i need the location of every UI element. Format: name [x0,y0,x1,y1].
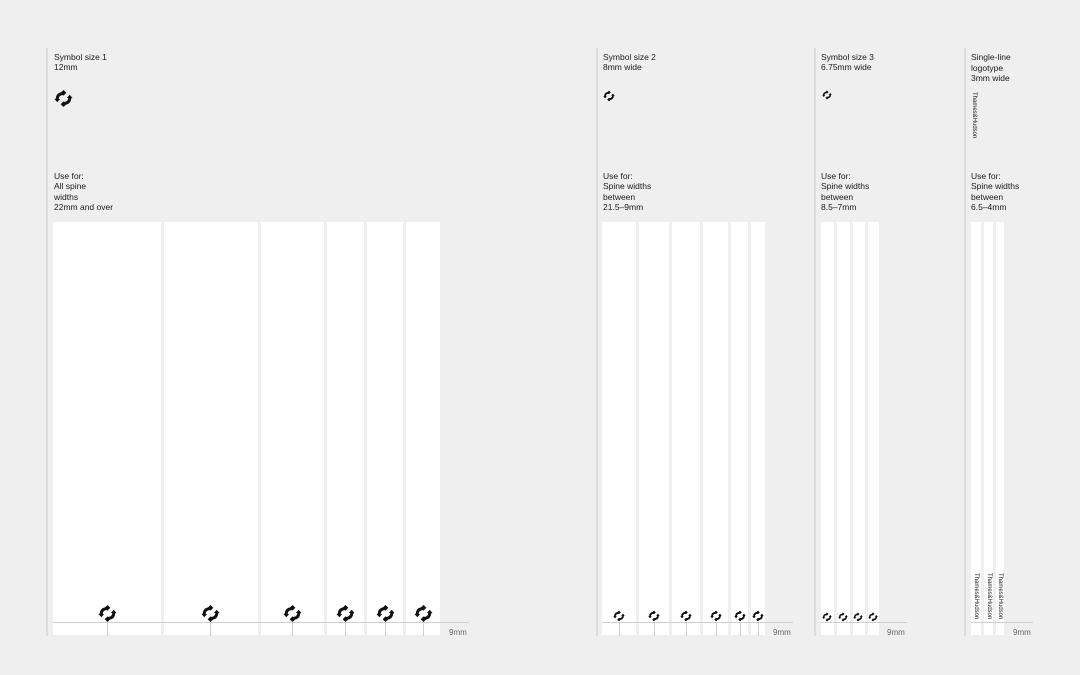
section-2-rule [596,48,598,636]
logotype-on-spine: Thames&Hudson [997,573,1003,620]
center-tick [686,622,687,636]
center-tick [423,622,424,636]
symbol-icon [822,90,832,100]
section-1-size: 12mm [54,62,78,72]
spine [868,222,879,635]
center-tick [385,622,386,636]
spine [703,222,728,635]
symbol-icon [54,89,73,108]
spine [731,222,748,635]
symbol-icon [603,90,615,102]
symbol-icon [613,610,625,622]
section-4-use-for: Use for: [971,171,1001,181]
center-tick [107,622,108,636]
section-3-use-for: Use for: [821,171,851,181]
section-2-size: 8mm wide [603,62,642,72]
section-1-use-for: Use for: [54,171,84,181]
center-tick [758,622,759,636]
spine [327,222,364,635]
section-4-baseline [971,622,1033,623]
symbol-icon [822,612,832,622]
section-2-title: Symbol size 2 [603,52,656,62]
section-2-use-for: Use for: [603,171,633,181]
logotype-on-spine: Thames&Hudson [986,573,992,620]
section-4-use-desc: Spine widths between 6.5–4mm [971,181,1020,212]
symbol-icon [734,610,746,622]
section-3-use-desc: Spine widths between 8.5–7mm [821,181,870,212]
section-4-size: 3mm wide [971,73,1010,83]
spine [639,222,669,635]
spine [164,222,258,635]
section-1-rule [46,48,48,636]
spine [367,222,403,635]
section-3-rule [814,48,816,636]
spine [751,222,765,635]
symbol-icon [752,610,764,622]
spine [853,222,865,635]
symbol-icon [710,610,722,622]
section-3-scale-label: 9mm [887,628,905,637]
center-tick [740,622,741,636]
spine [602,222,636,635]
symbol-icon [98,604,117,623]
section-3-baseline [821,622,907,623]
section-3-size: 6.75mm wide [821,62,872,72]
center-tick [654,622,655,636]
section-2-baseline [602,622,793,623]
spine [672,222,700,635]
center-tick [716,622,717,636]
section-1-baseline [53,622,469,623]
spine [261,222,324,635]
section-3-title: Symbol size 3 [821,52,874,62]
center-tick [292,622,293,636]
section-1-title: Symbol size 1 [54,52,107,62]
section-1-use-desc: All spine widths 22mm and over [54,181,114,212]
spine [821,222,834,635]
symbol-icon [868,612,878,622]
logotype-on-spine: Thames&Hudson [973,573,979,620]
spine [406,222,440,635]
section-4-scale-label: 9mm [1013,628,1031,637]
section-2-scale-label: 9mm [773,628,791,637]
center-tick [619,622,620,636]
section-1-scale-label: 9mm [449,628,467,637]
spine [53,222,161,635]
section-4-title: Single-line logotype [971,52,1011,73]
symbol-icon [376,604,395,623]
symbol-icon [414,604,433,623]
center-tick [345,622,346,636]
section-2-use-desc: Spine widths between 21.5–9mm [603,181,652,212]
center-tick [210,622,211,636]
symbol-icon [853,612,863,622]
symbol-icon [336,604,355,623]
symbol-icon [201,604,220,623]
spine [837,222,850,635]
symbol-icon [648,610,660,622]
symbol-icon [838,612,848,622]
logotype-sample: Thames&Hudson [971,92,977,139]
symbol-icon [680,610,692,622]
section-4-rule [964,48,966,636]
symbol-icon [283,604,302,623]
